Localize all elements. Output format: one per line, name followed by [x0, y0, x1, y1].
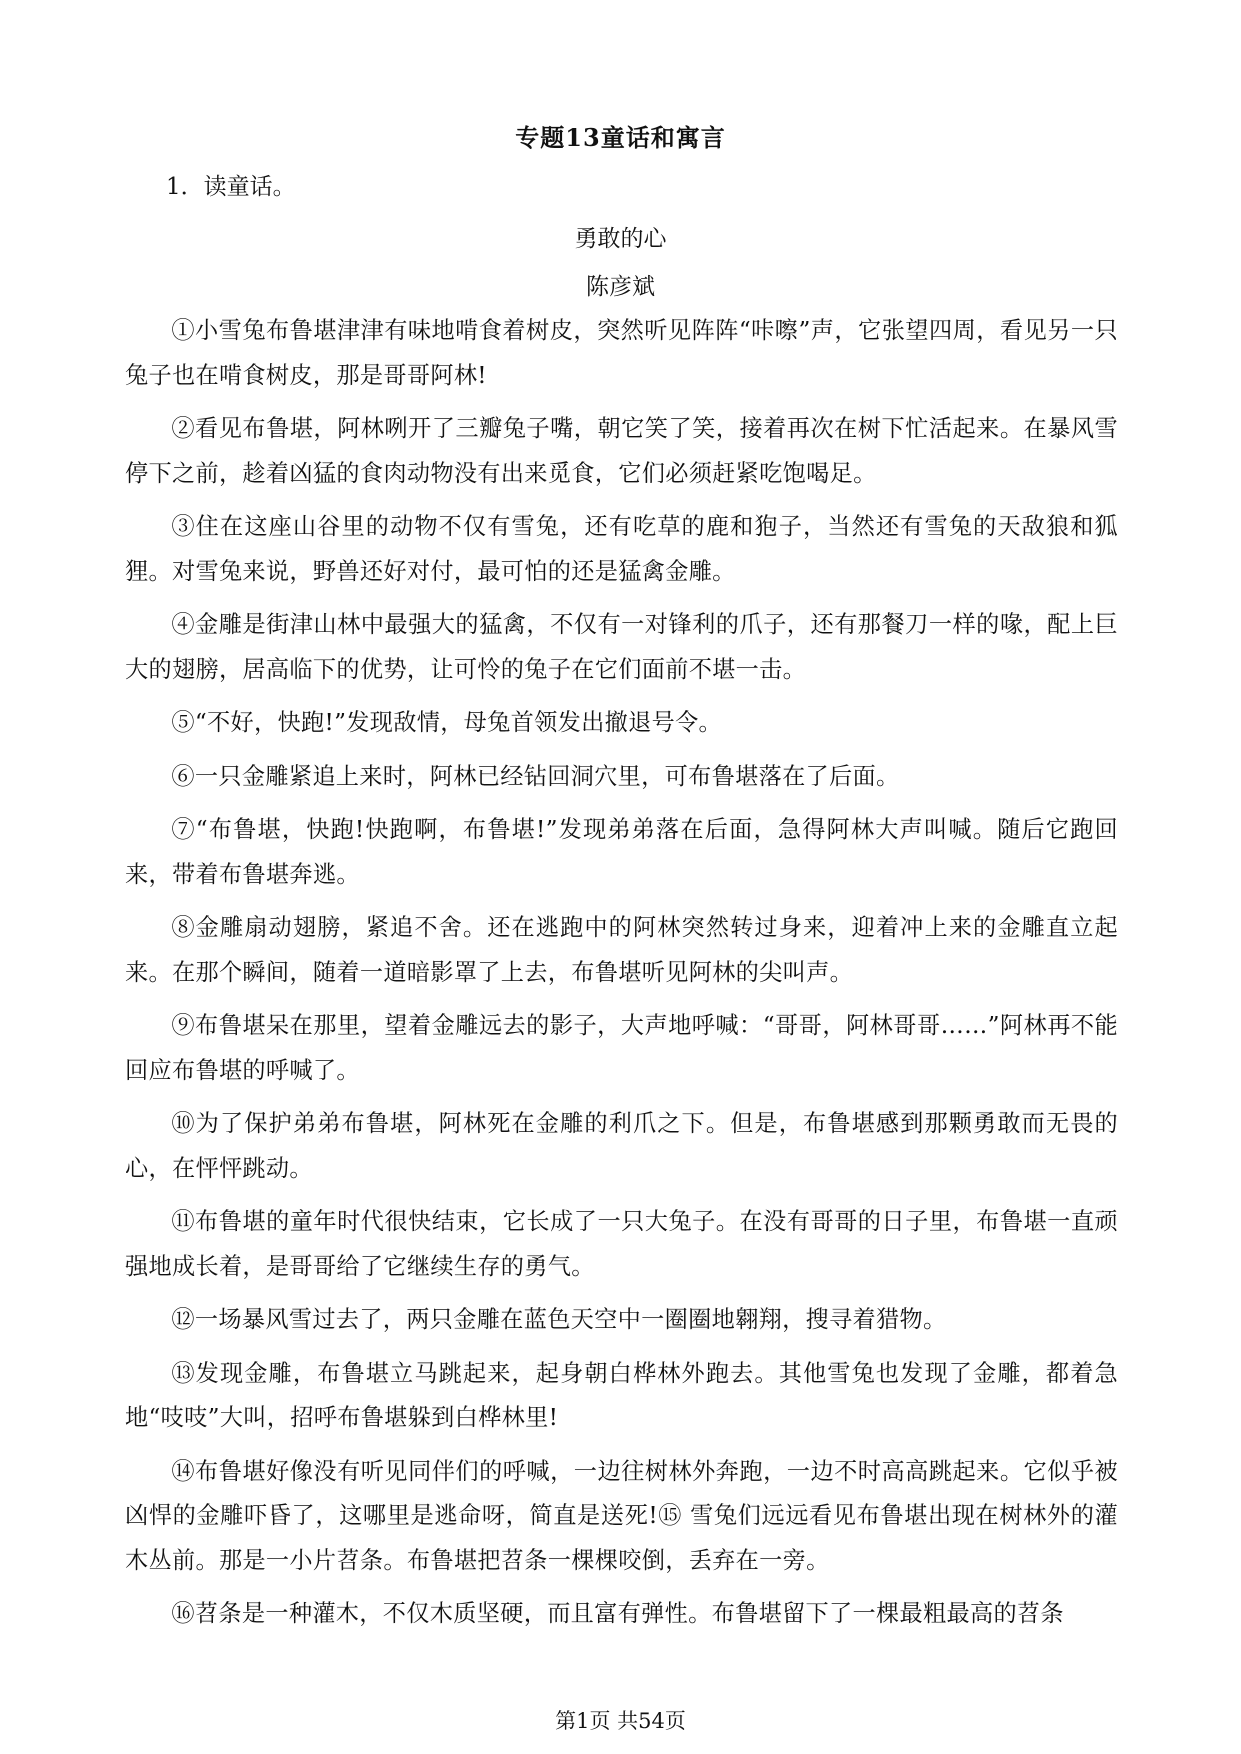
question-label: 1．读童话。 [166, 174, 296, 200]
story-body [125, 309, 1118, 1646]
page-footer: 第1页 共54页 [555, 1709, 686, 1733]
paragraph-4: ④金雕是街津山林中最强大的猛禽，不仅有一对锋利的爪子，还有那餐刀一样的喙，配上巨大的翅膀，居高临下的优势，让可怜的兔子在它们面前不堪一击。 [125, 611, 1118, 683]
paragraph-6: ⑥一只金雕紧追上来时，阿林已经钻回洞穴里，可布鲁堪落在了后面。 [171, 762, 900, 790]
paragraph-9: ⑨布鲁堪呆在那里，望着金雕远去的影子，大声地呼喊：“哥哥，阿林哥哥……”阿林再不能回应布鲁堪的呼喊了。 [125, 1012, 1118, 1084]
paragraph-7: ⑦“布鲁堪，快跑!快跑啊，布鲁堪!”发现弟弟落在后面，急得阿林大声叫喊。随后它跑回来，带着布鲁堪奔逃。 [125, 816, 1118, 888]
paragraph-5: ⑤“不好，快跑!”发现敌情，母兔首领发出撤退号令。 [171, 709, 723, 736]
paragraph-2: ②看见布鲁堪，阿林咧开了三瓣兔子嘴，朝它笑了笑，接着再次在树下忙活起来。在暴风雪停下之前，趁着凶猛的食肉动物没有出来觅食，它们必须赶紧吃饱喝足。 [125, 415, 1118, 487]
story-title: 勇敢的心 [574, 226, 667, 252]
paragraph-1: ①小雪兔布鲁堪津津有味地啃食着树皮，突然听见阵阵“咔嚓”声，它张望四周，看见另一只兔子也在啃食树皮，那是哥哥阿林! [125, 317, 1118, 389]
paragraph-15: ⑯苕条是一种灌木，不仅木质坚硬，而且富有弹性。布鲁堪留下了一棵最粗最高的苕条 [171, 1600, 1064, 1627]
paragraph-13: ⑬发现金雕，布鲁堪立马跳起来，起身朝白桦林外跑去。其他雪兔也发现了金雕，都着急地“吱吱”大叫，招呼布鲁堪躲到白桦林里! [125, 1359, 1118, 1431]
paragraph-12: ⑫一场暴风雪过去了，两只金雕在蓝色天空中一圈圈地翱翔，搜寻着猎物。 [171, 1306, 947, 1333]
story-author: 陈彦斌 [586, 274, 655, 300]
paragraph-3: ③住在这座山谷里的动物不仅有雪兔，还有吃草的鹿和狍子，当然还有雪兔的天敌狼和狐狸。对雪兔来说，野兽还好对付，最可怕的还是猛禽金雕。 [125, 513, 1118, 585]
paragraph-8: ⑧金雕扇动翅膀，紧追不舍。还在逃跑中的阿林突然转过身来，迎着冲上来的金雕直立起来。在那个瞬间，随着一道暗影罩了上去，布鲁堪听见阿林的尖叫声。 [125, 914, 1118, 986]
document-title: 专题13童话和寓言 [515, 123, 726, 152]
paragraph-14: ⑭布鲁堪好像没有听见同伴们的呼喊，一边往树林外奔跑，一边不时高高跳起来。它似乎被凶悍的金雕吓昏了，这哪里是逃命呀，简直是送死!⑮ 雪兔们远远看见布鲁堪出现在树林外的灌木丛前。那是一小片苕条。布鲁堪把苕条一棵棵咬倒，丢弃在一旁。 [125, 1457, 1118, 1574]
paragraph-10: ⑩为了保护弟弟布鲁堪，阿林死在金雕的利爪之下。但是，布鲁堪感到那颗勇敢而无畏的心，在怦怦跳动。 [125, 1110, 1118, 1182]
paragraph-11: ⑪布鲁堪的童年时代很快结束，它长成了一只大兔子。在没有哥哥的日子里，布鲁堪一直顽强地成长着，是哥哥给了它继续生存的勇气。 [125, 1208, 1118, 1280]
